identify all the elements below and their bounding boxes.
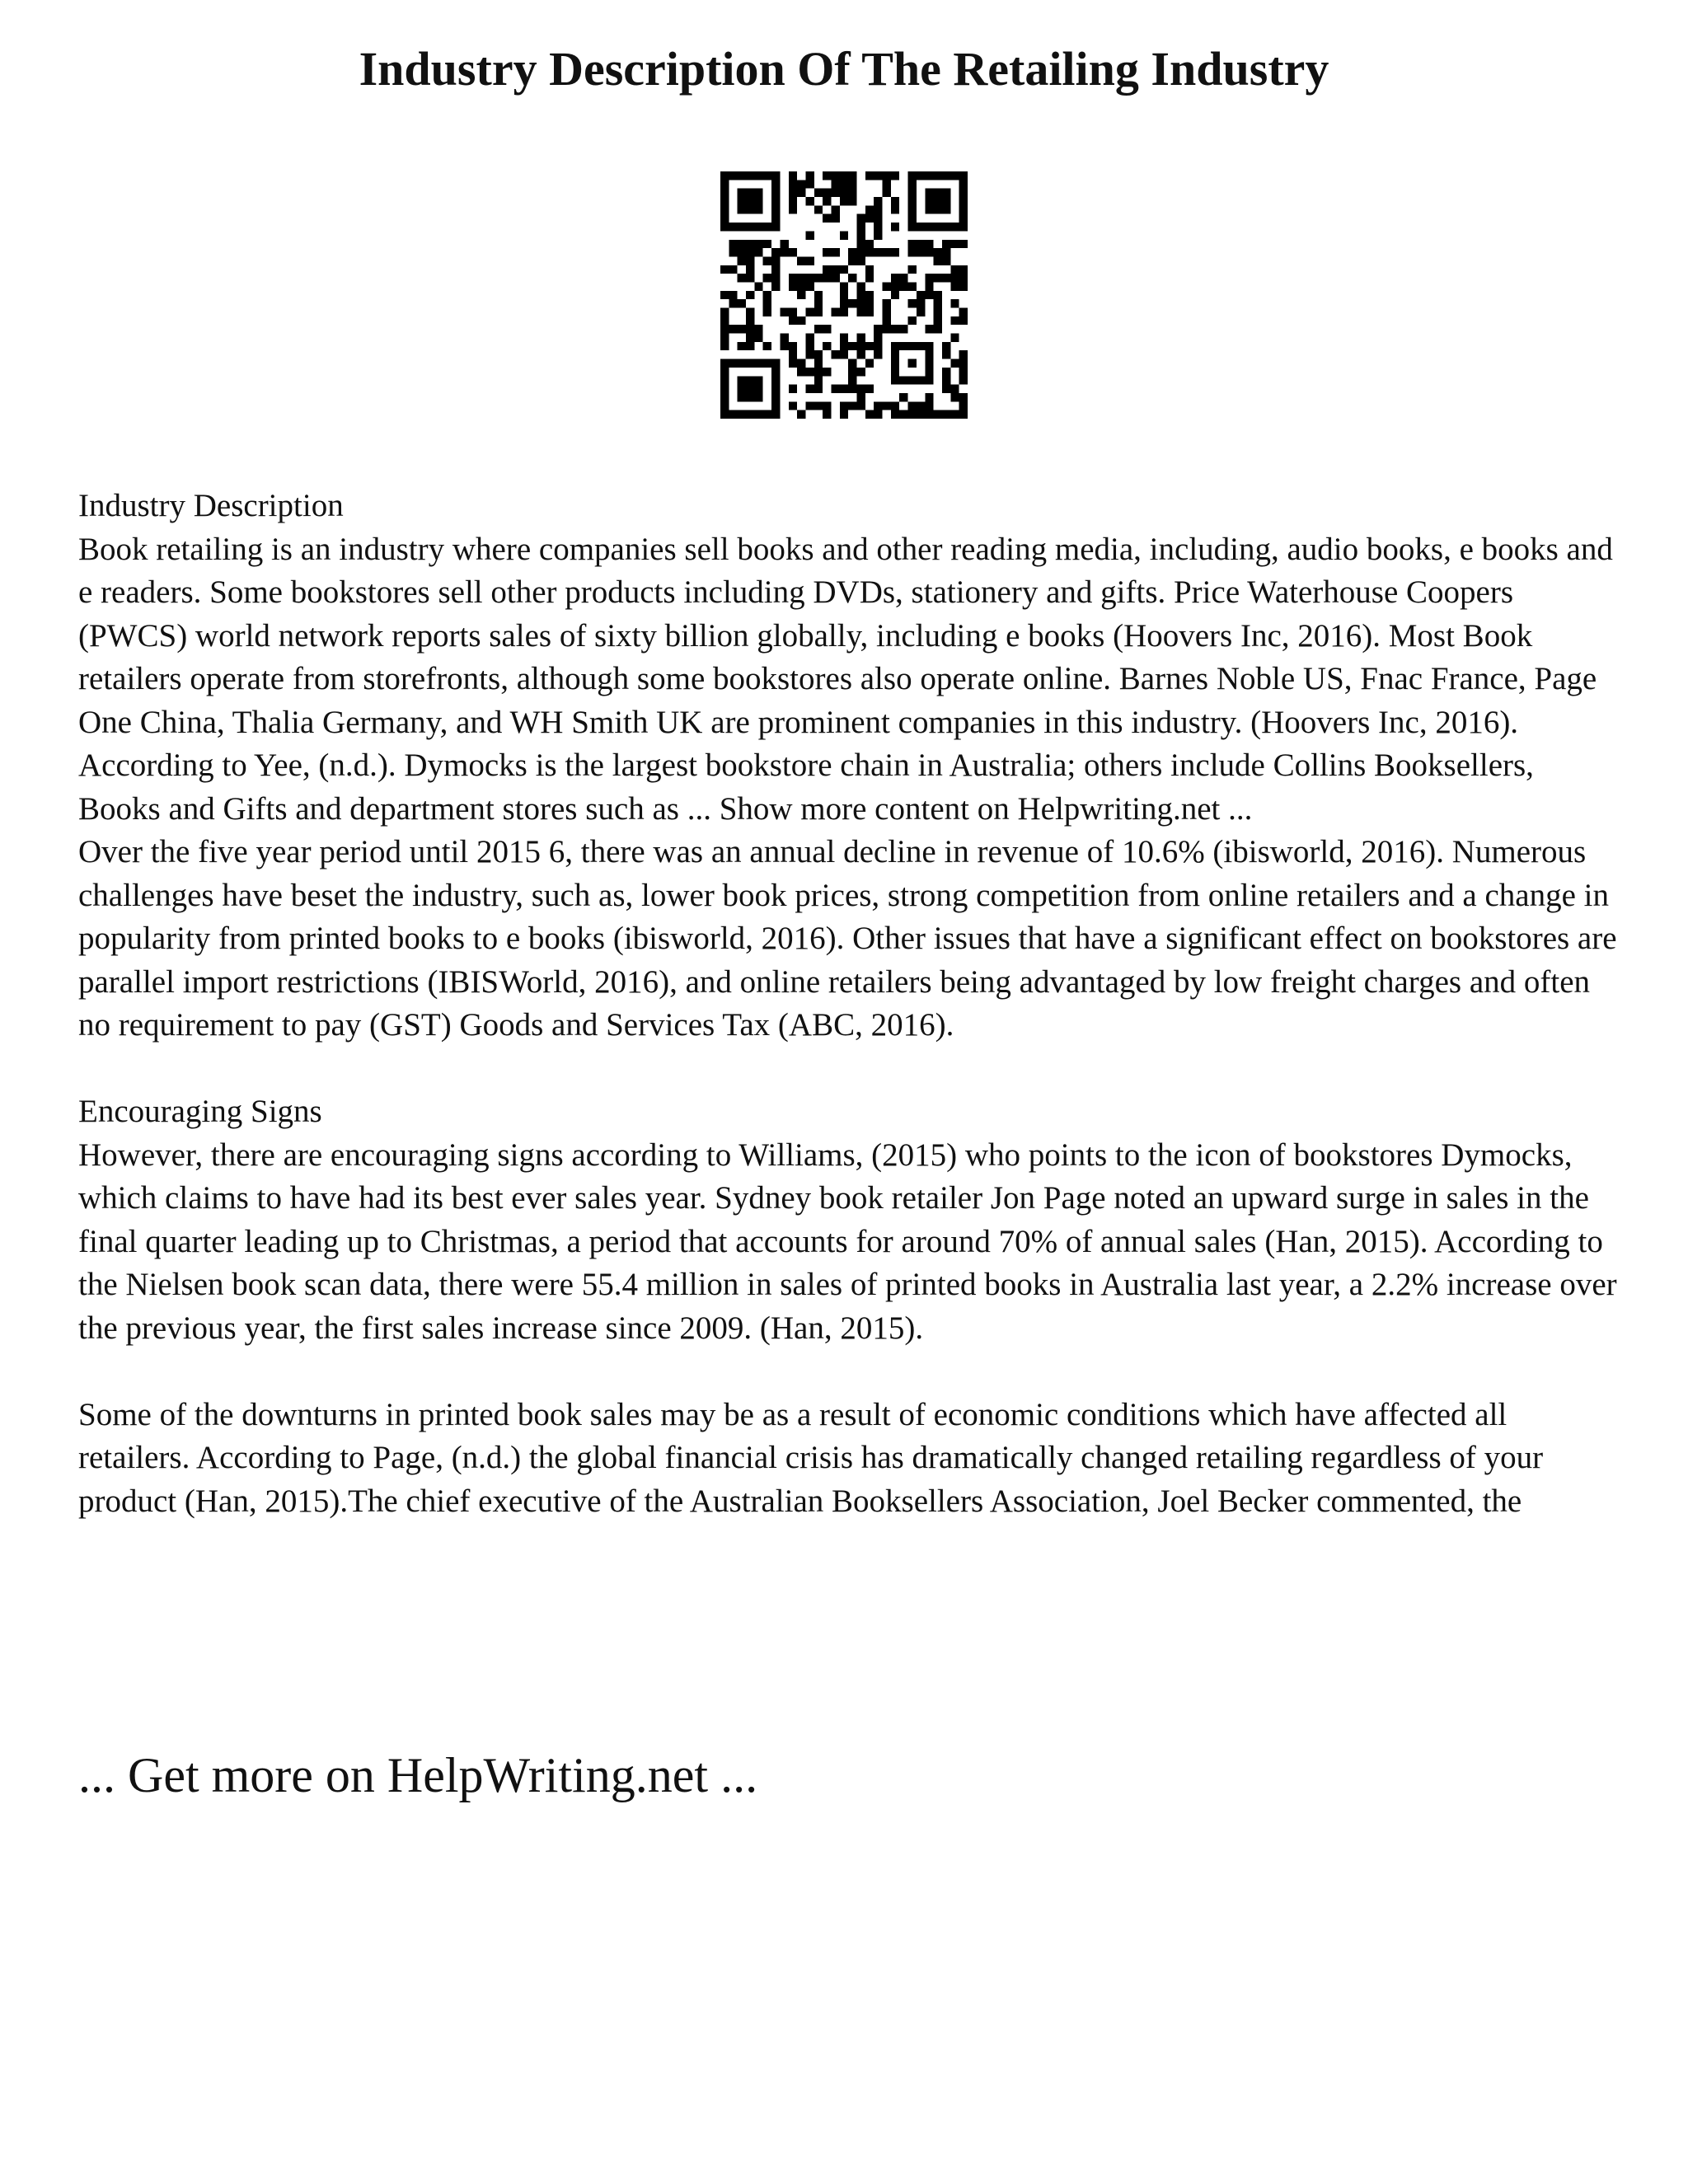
get-more-link[interactable]: ... Get more on HelpWriting.net ... (78, 1748, 758, 1802)
paragraph-gap (78, 1350, 1620, 1394)
paragraph-gap (78, 1047, 1620, 1091)
section-heading-encouraging-signs: Encouraging Signs (78, 1094, 322, 1129)
paragraph-encouraging-signs: However, there are encouraging signs according to Williams, (2015) who points to the icon of bookstores Dymocks, which claims to have had its best ever sales year. Sydney book retailer Jon Page noted an upward surge in sales in the final quarter leading up to Christmas, a period that accounts for around 70% of annual sales (Han, 2015). According to the Nielsen book scan data, there were 55.4 million in sales of printed books in Australia last year, a 2.2% increase over the previous year, the first sales increase since 2009. (Han, 2015). (78, 1137, 1617, 1346)
paragraph-revenue-decline: Over the five year period until 2015 6, there was an annual decline in revenue of 10.6% (ibisworld, 2016). Numerous challenges have beset the industry, such as, lower book prices, strong competition from online retailers and a change in popularity from printed books to e books (ibisworld, 2016). Other issues that have a significant effect on bookstores are parallel import restrictions (IBISWorld, 2016), and online retailers being advantaged by low freight charges and often no requirement to pay (GST) Goods and Services Tax (ABC, 2016). (78, 834, 1617, 1043)
paragraph-industry-overview: Book retailing is an industry where companies sell books and other reading media, including, audio books, e books and e readers. Some bookstores sell other products including DVDs, stationery and gifts. Price Waterhouse Coopers (PWCS) world network reports sales of sixty billion globally, including e books (Hoovers Inc, 2016). Most Book retailers operate from storefronts, although some bookstores also operate online. Barnes Noble US, Fnac France, Page One China, Thalia Germany, and WH Smith UK are prominent companies in this industry. (Hoovers Inc, 2016). According to Yee, (n.d.). Dymocks is the largest bookstore chain in Australia; others include Collins Booksellers, Books and Gifts and department stores such as ... Show more content on Helpwriting.net ... (78, 531, 1613, 827)
qr-code-icon (720, 171, 968, 419)
section-heading-industry-description: Industry Description (78, 488, 344, 523)
document-body (78, 485, 1620, 1523)
document-title: Industry Description Of The Retailing Industry (359, 42, 1329, 96)
paragraph-economic-conditions: Some of the downturns in printed book sales may be as a result of economic conditions which have affected all retailers. According to Page, (n.d.) the global financial crisis has dramatically changed retailing regardless of your product (Han, 2015).The chief executive of the Australian Booksellers Association, Joel Becker commented, the (78, 1396, 1544, 1519)
